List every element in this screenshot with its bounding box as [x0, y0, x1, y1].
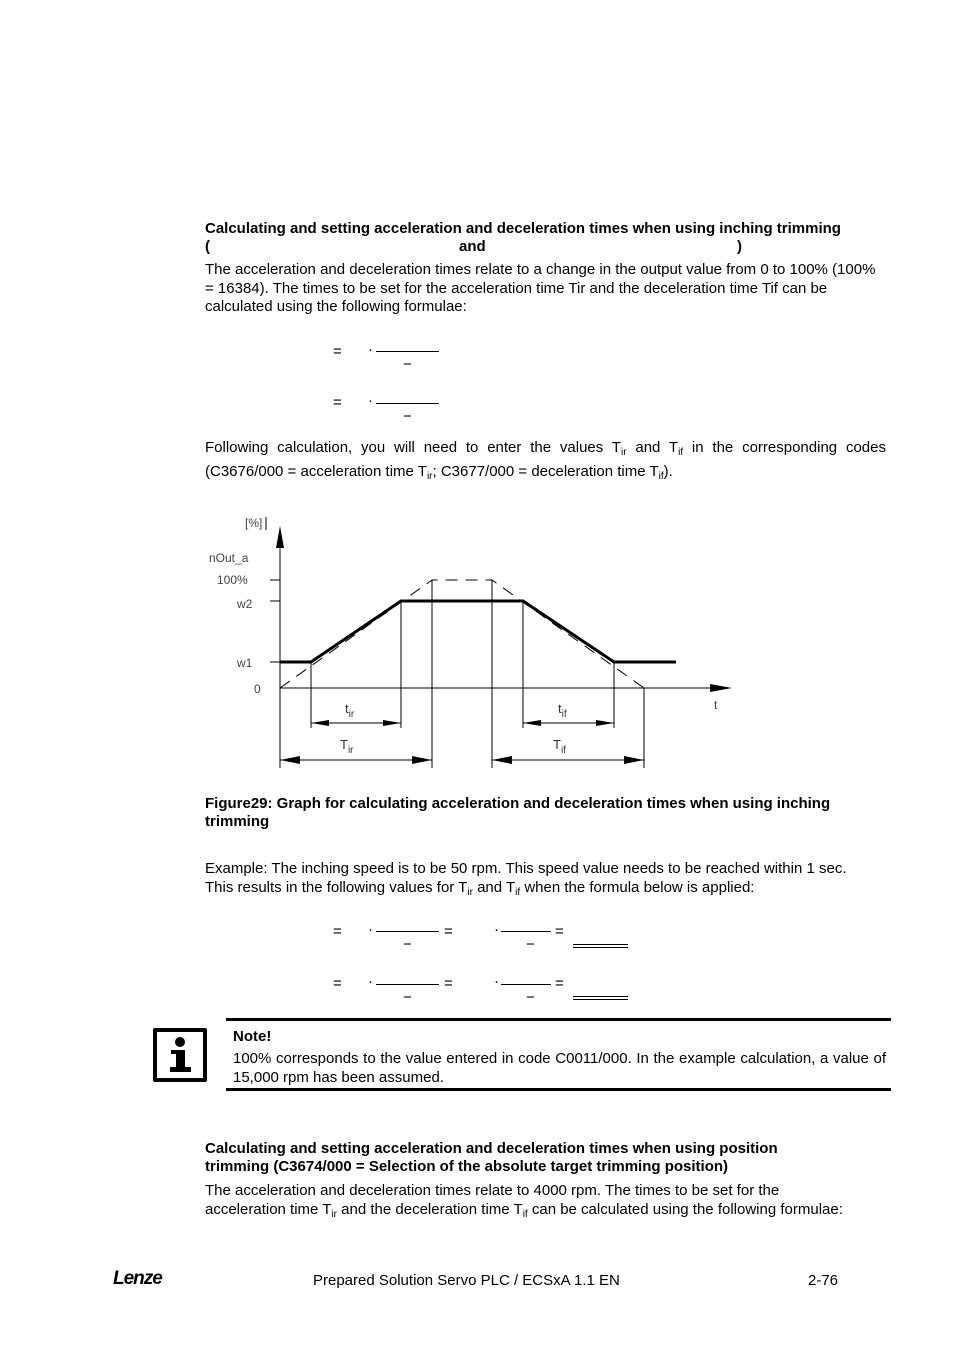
tir-label: $t_{ir}$	[345, 701, 355, 720]
label-100: 100%	[217, 573, 248, 587]
Tif-label: $T_{if}$	[553, 737, 566, 756]
codes-paragraph: Following calculation, you will need to enter the values $T_{ir}$ and $T_{if}$ in the corresponding codes (C3676/000 = acceleration time $T_{ir}$; C3677/000 = deceleration time $T_{if}$).	[205, 439, 886, 482]
intro-paragraph: The acceleration and deceleration times relate to a change in the output value from 0 to 100% (100% = 16384). The times to be set for the acceleration time Tir and the deceleration time Tif can be calculated using the following formulae:	[205, 261, 876, 315]
label-t: t	[714, 698, 718, 712]
Tir-label: $T_{ir}$	[340, 737, 354, 756]
full-range-ramp	[280, 580, 644, 688]
label-zero: 0	[254, 682, 261, 696]
x-axis-arrow	[710, 684, 732, 692]
position-paragraph: The acceleration and deceleration times relate to 4000 rpm. The times to be set for the acceleration time $T_{ir}$ and the deceleration time $T_{if}$ can be calculated using the following formulae:	[205, 1182, 843, 1220]
figure-caption: Figure29: Graph for calculating acceleration and deceleration times when using inching trimming	[205, 795, 831, 830]
page-number: 2-76	[808, 1272, 839, 1289]
heading-line-2: ( and )	[205, 238, 742, 255]
lenze-logo: Lenze	[113, 1268, 162, 1289]
y-unit-label: [%]	[245, 516, 263, 530]
footer-title: Prepared Solution Servo PLC / ECSxA 1.1 EN	[313, 1272, 620, 1289]
speed-profile	[280, 601, 676, 662]
label-w1: w1	[237, 656, 253, 670]
note-title: Note!	[233, 1028, 272, 1045]
tif-label: $t_{if}$	[558, 701, 567, 720]
result-underline	[573, 996, 628, 1000]
result-underline	[573, 944, 628, 948]
heading-line-1: Calculating and setting acceleration and deceleration times when using inching trimming	[205, 220, 841, 237]
info-icon	[153, 1028, 207, 1082]
nout-label: nOut_a	[209, 551, 249, 565]
section-heading-position: Calculating and setting acceleration and deceleration times when using position trimming (C3674/000 = Selection of the absolute target trimming position)	[205, 1140, 778, 1175]
example-paragraph: Example: The inching speed is to be 50 rpm. This speed value needs to be reached within 1 sec. This results in the following values for $T_{ir}$ and $T_{if}$ when the formula below is applied:	[205, 860, 847, 898]
label-w2: w2	[237, 597, 253, 611]
note-text: 100% corresponds to the value entered in code C0011/000. In the example calculation, a value of 15,000 rpm has been assumed.	[233, 1050, 886, 1086]
y-axis-arrow	[276, 526, 284, 548]
note-box	[226, 1018, 891, 1091]
